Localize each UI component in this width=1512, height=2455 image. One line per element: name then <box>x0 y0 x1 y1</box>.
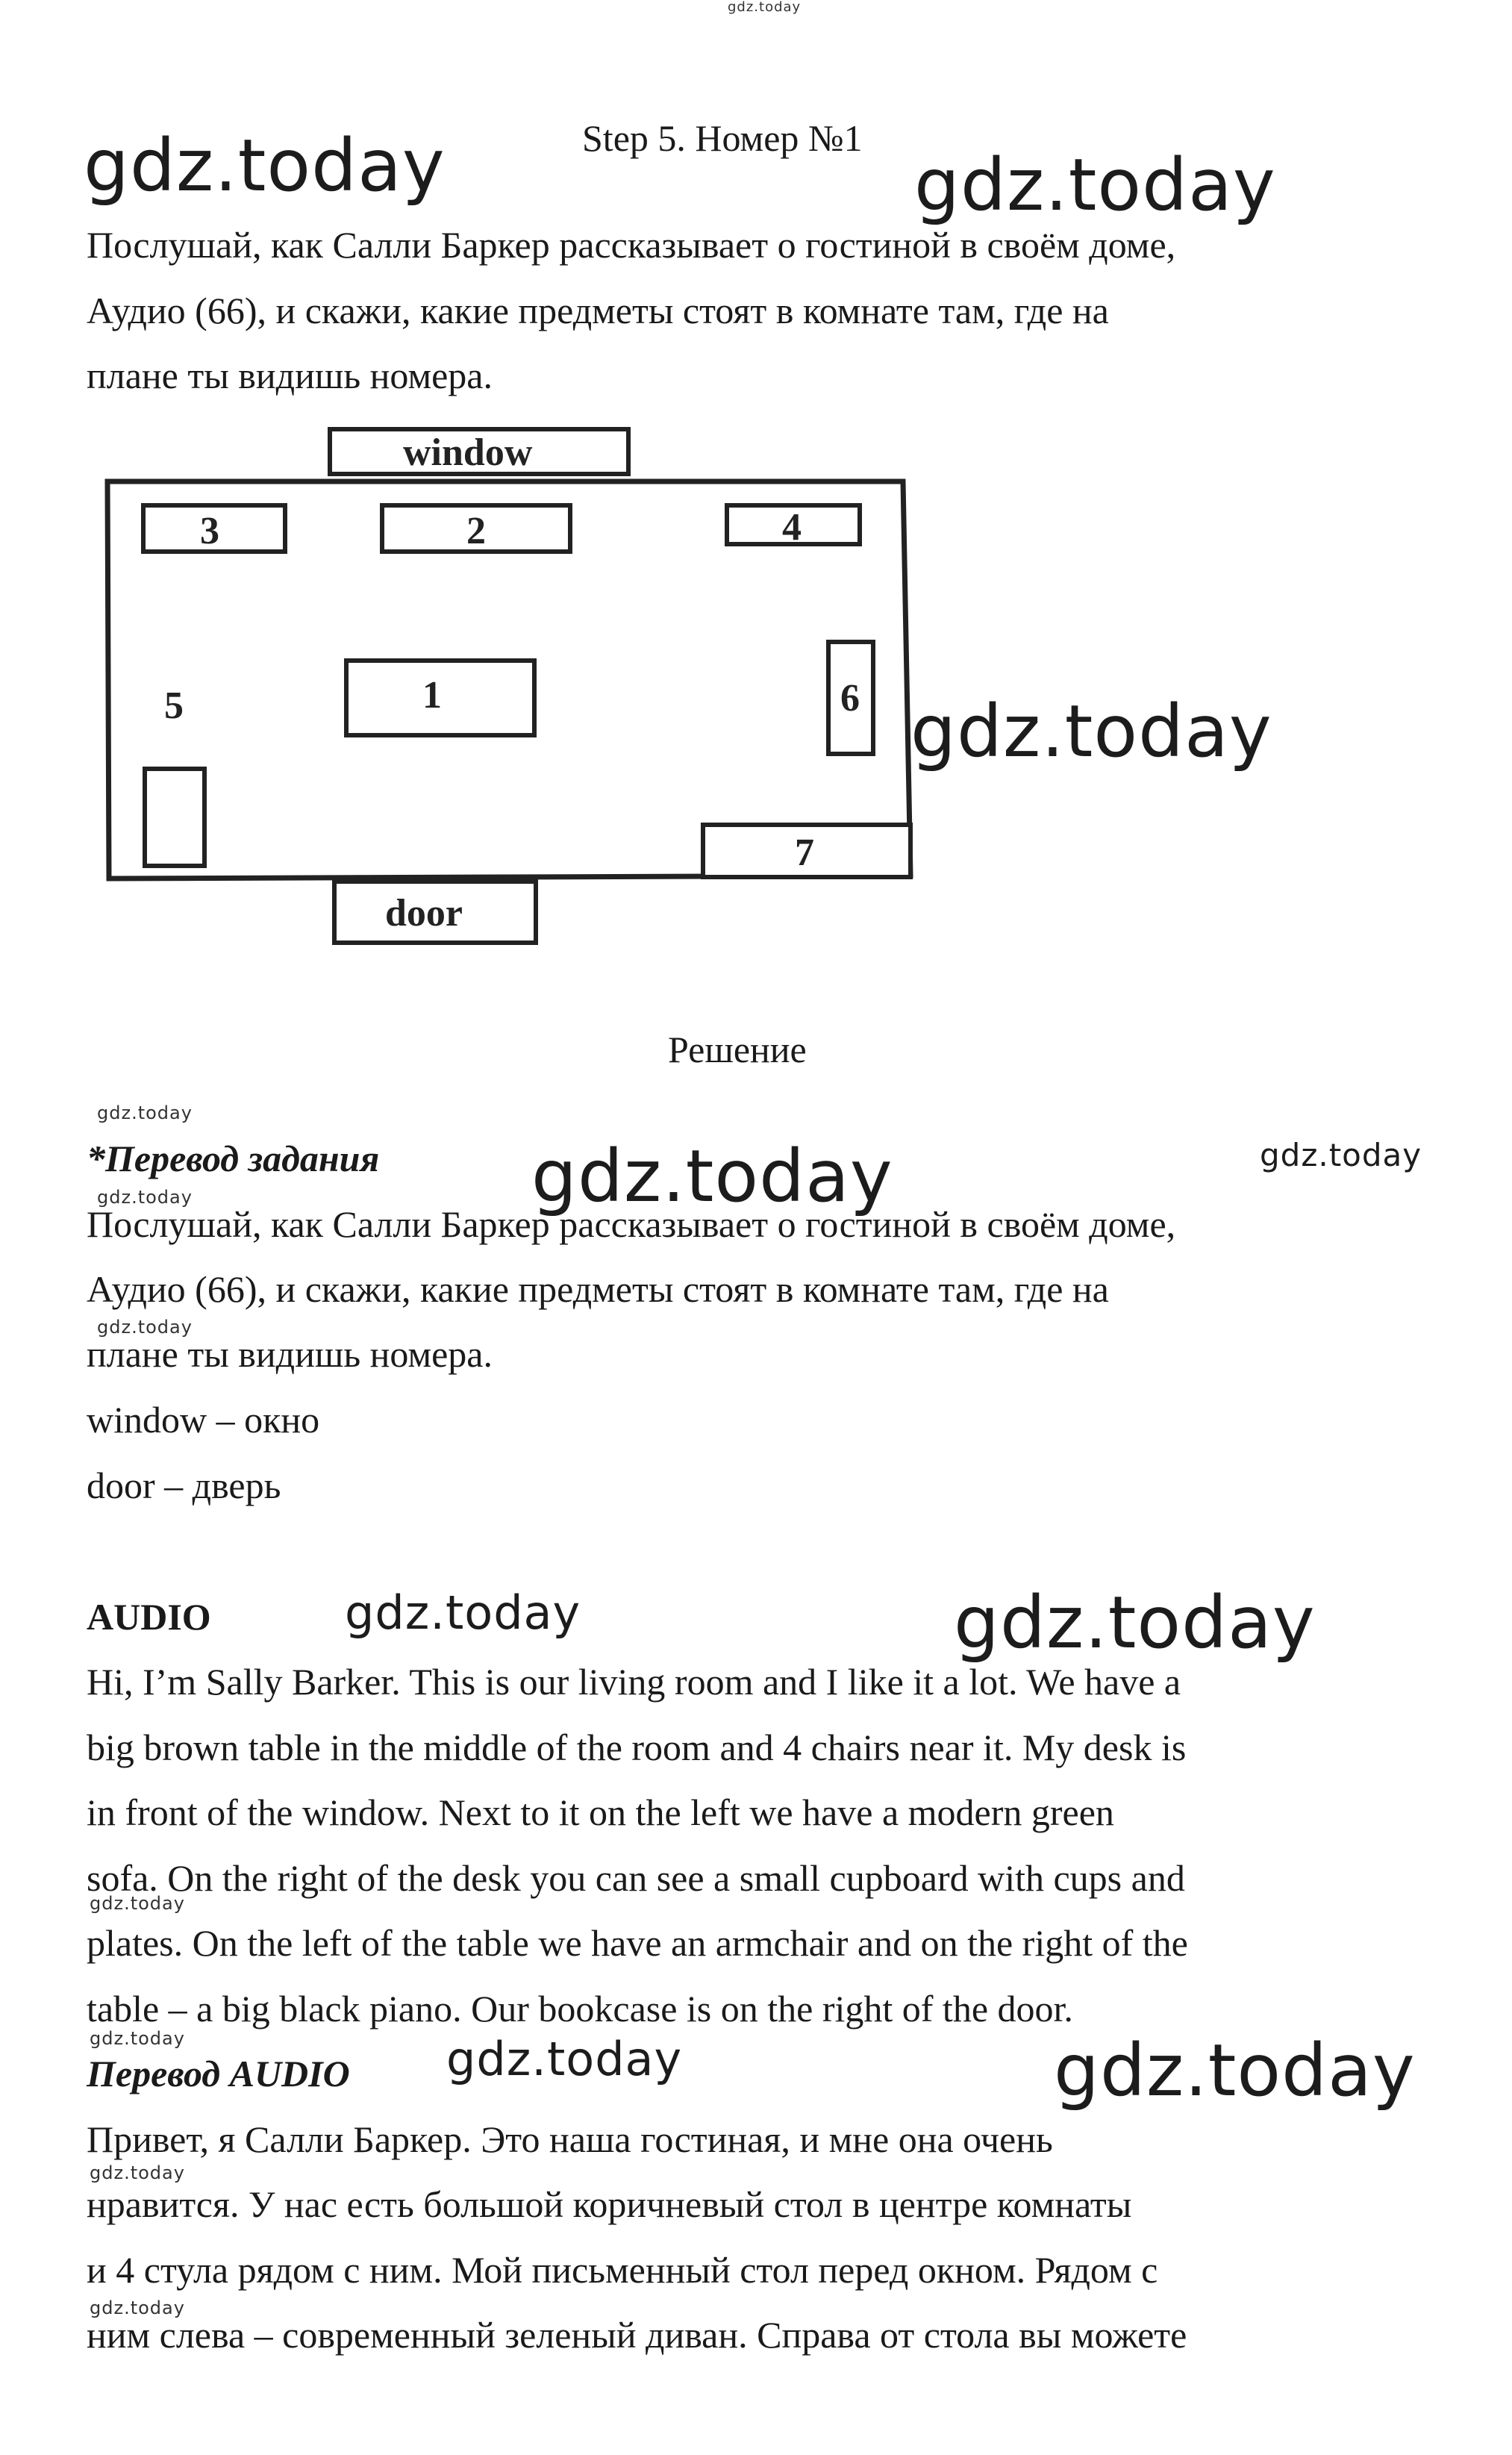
watermark: gdz.today <box>910 690 1272 773</box>
vocab-window: window – окно <box>87 1399 320 1441</box>
watermark: gdz.today <box>531 1135 893 1218</box>
watermark: gdz.today <box>90 1893 185 1914</box>
audio-translation-line: Привет, я Салли Баркер. Это наша гостиная, и мне она очень <box>87 2118 1053 2160</box>
furniture-label-5: 5 <box>164 684 184 727</box>
furniture-label-2: 2 <box>466 510 486 552</box>
watermark: gdz.today <box>954 1581 1316 1665</box>
room-plan <box>97 422 933 959</box>
audio-translation-heading: Перевод AUDIO <box>87 2053 350 2094</box>
task-line: плане ты видишь номера. <box>87 355 493 396</box>
watermark: gdz.today <box>1054 2029 1416 2112</box>
watermark: gdz.today <box>90 2298 185 2318</box>
vocab-door: door – дверь <box>87 1464 281 1506</box>
audio-line: Hi, I’m Sally Barker. This is our living room and I like it a lot. We have a <box>87 1661 1181 1703</box>
furniture-label-4: 4 <box>782 506 802 549</box>
furniture-label-1: 1 <box>422 674 442 717</box>
audio-line: in front of the window. Next to it on the left we have a modern green <box>87 1791 1114 1833</box>
task-line: Аудио (66), и скажи, какие предметы стоят в комнате там, где на <box>87 290 1109 331</box>
translation-line: плане ты видишь номера. <box>87 1333 493 1375</box>
watermark: gdz.today <box>728 0 802 15</box>
translation-line: Аудио (66), и скажи, какие предметы стоят в комнате там, где на <box>87 1268 1109 1310</box>
furniture-label-7: 7 <box>795 832 814 874</box>
audio-heading: AUDIO <box>87 1596 211 1638</box>
watermark: gdz.today <box>345 1585 581 1640</box>
watermark: gdz.today <box>97 1102 193 1123</box>
window-label: window <box>403 431 533 474</box>
furniture-label-3: 3 <box>200 510 219 552</box>
watermark: gdz.today <box>84 124 446 208</box>
watermark: gdz.today <box>90 2162 185 2183</box>
audio-translation-line: и 4 стула рядом с ним. Мой письменный стол перед окном. Рядом с <box>87 2249 1158 2291</box>
translation-line: Послушай, как Салли Баркер рассказывает о гостиной в своём доме, <box>87 1203 1176 1245</box>
solution-title: Решение <box>668 1029 807 1070</box>
door-label: door <box>385 892 463 935</box>
audio-line: table – a big black piano. Our bookcase is on the right of the door. <box>87 1988 1073 2030</box>
audio-line: sofa. On the right of the desk you can see a small cupboard with cups and <box>87 1857 1185 1899</box>
watermark: gdz.today <box>1260 1137 1422 1173</box>
watermark: gdz.today <box>446 2032 683 2086</box>
audio-line: big brown table in the middle of the room and 4 chairs near it. My desk is <box>87 1726 1187 1768</box>
audio-line: plates. On the left of the table we have an armchair and on the right of the <box>87 1922 1188 1964</box>
task-line: Послушай, как Салли Баркер рассказывает о гостиной в своём доме, <box>87 224 1176 266</box>
page-title: Step 5. Номер №1 <box>582 117 863 159</box>
furniture-label-6: 6 <box>840 677 860 720</box>
translation-heading: *Перевод задания <box>87 1138 380 1179</box>
watermark: gdz.today <box>914 143 1276 227</box>
audio-translation-line: нравится. У нас есть большой коричневый стол в центре комнаты <box>87 2183 1132 2225</box>
watermark: gdz.today <box>97 1317 193 1338</box>
audio-translation-line: ним слева – современный зеленый диван. Справа от стола вы можете <box>87 2314 1187 2356</box>
watermark: gdz.today <box>90 2028 185 2049</box>
furniture-5 <box>145 769 204 866</box>
watermark: gdz.today <box>97 1187 193 1208</box>
